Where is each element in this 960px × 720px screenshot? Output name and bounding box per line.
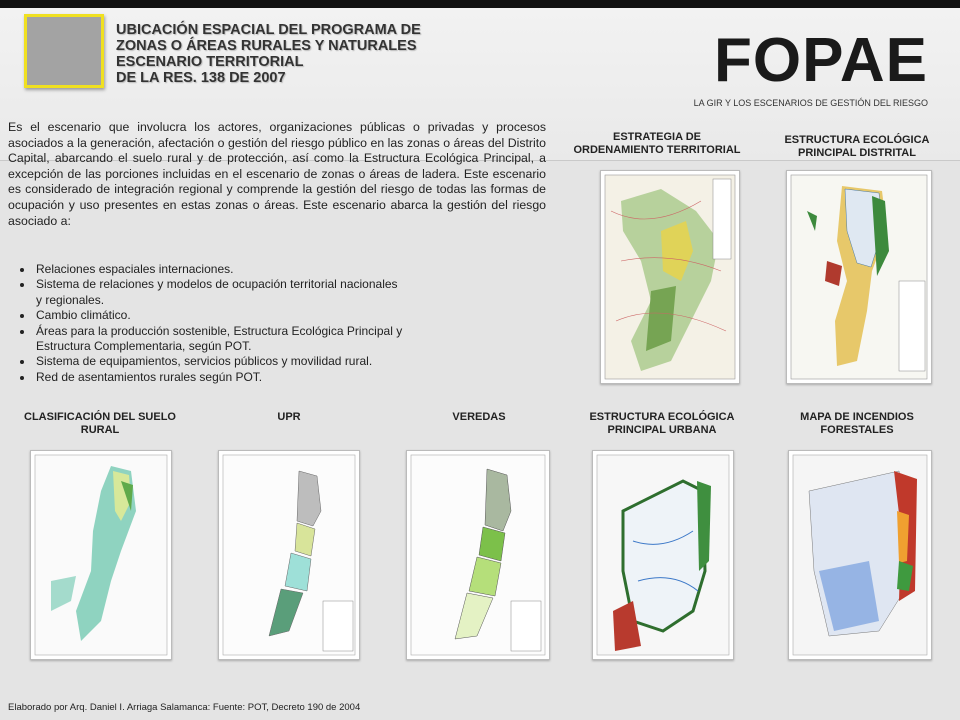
map-veredas-graphic [407,451,549,659]
caption-clasificacion: CLASIFICACIÓN DEL SUELO RURAL [24,411,176,436]
title-line-4: DE LA RES. 138 DE 2007 [116,70,286,86]
top-bar [0,0,960,8]
map-veredas-image [406,450,550,660]
list-item: • Sistema de relaciones y modelos de ocupación territorial nacionales y regionales. [34,277,404,308]
logo-placeholder [24,14,104,88]
caption-veredas: VEREDAS [452,411,506,423]
list-item: • Sistema de equipamientos, servicios públicos y movilidad rural. [34,354,404,369]
map-clasificacion-image [30,450,172,660]
list-item: • Cambio climático. [34,308,404,323]
title-line-1: UBICACIÓN ESPACIAL DEL PROGRAMA DE [116,22,421,38]
map-estrategia-graphic [601,171,739,383]
map-estrategia-image [600,170,740,384]
map-incendios-graphic [789,451,931,659]
footer-credit: Elaborado por Arq. Daniel I. Arriaga Salamanca: Fuente: POT, Decreto 190 de 2004 [8,702,361,713]
list-item: • Áreas para la producción sostenible, Estructura Ecológica Principal y Estructura Complementaria, según POT. [34,324,404,355]
brand-subtitle: LA GIR Y LOS ESCENARIOS DE GESTIÓN DEL RIESGO [693,98,928,108]
caption-eep-distrital: ESTRUCTURA ECOLÓGICA PRINCIPAL DISTRITAL [784,134,930,159]
page-title [116,22,476,86]
map-upr-graphic [219,451,359,659]
map-upr-image [218,450,360,660]
caption-upr: UPR [277,411,301,423]
title-line-3: ESCENARIO TERRITORIAL [116,54,304,70]
map-eep-distrital-image [786,170,932,384]
title-line-2: ZONAS O ÁREAS RURALES Y NATURALES [116,38,417,54]
list-item: • Relaciones espaciales internaciones. [34,262,404,277]
brand-logo-text: FOPAE [714,26,928,95]
map-eep-urbana-graphic [593,451,733,659]
map-clasificacion-graphic [31,451,171,659]
description-text: Es el escenario que involucra los actores, organizaciones públicas o privadas y procesos asociados a la generación, afectación o gestión del riesgo público en las zonas o áreas del Distrito Capital, abarcando el suelo rural y de protección, así como la Estructura Ecológica Principal, a excepción de las porciones incluidas en el escenario de zonas o áreas de ladera. Este escenario es considerado de integración regional y comprende la gestión del riesgo de todas las formas de ocupación y uso presentes en estas zonas o áreas. Este escenario abarca la gestión del riesgo asociado a: [8,120,546,228]
caption-eep-urbana: ESTRUCTURA ECOLÓGICA PRINCIPAL URBANA [589,411,735,436]
caption-incendios: MAPA DE INCENDIOS FORESTALES [800,411,914,436]
map-eep-urbana-image [592,450,734,660]
risk-list [22,262,404,385]
list-item: • Red de asentamientos rurales según POT. [34,370,404,385]
map-incendios-image [788,450,932,660]
map-eep-distrital-graphic [787,171,931,383]
caption-estrategia: ESTRATEGIA DE ORDENAMIENTO TERRITORIAL [573,131,741,156]
